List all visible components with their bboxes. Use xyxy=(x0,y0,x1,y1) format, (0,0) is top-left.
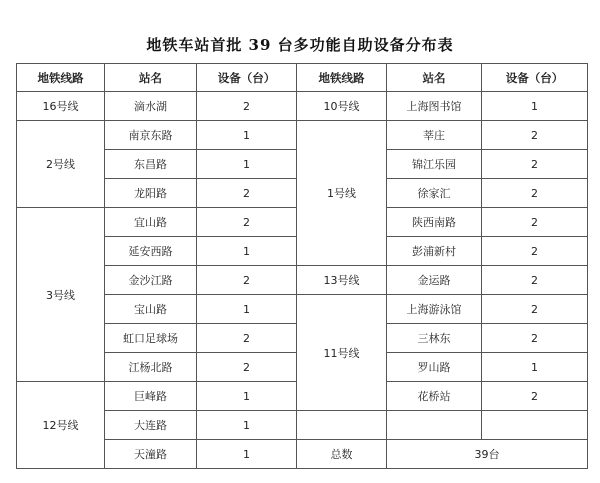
document-title: 地铁车站首批 39 台多功能自助设备分布表 xyxy=(146,36,454,54)
station-cell: 金沙江路 xyxy=(105,266,197,295)
device-count-cell: 2 xyxy=(197,92,297,121)
station-cell: 上海图书馆 xyxy=(387,92,482,121)
device-count-cell: 2 xyxy=(482,266,588,295)
device-count-cell: 2 xyxy=(482,121,588,150)
station-cell: 花桥站 xyxy=(387,382,482,411)
station-cell: 上海游泳馆 xyxy=(387,295,482,324)
device-count-cell: 2 xyxy=(482,324,588,353)
device-count-cell: 2 xyxy=(482,150,588,179)
device-count-cell: 1 xyxy=(197,411,297,440)
device-count-cell: 2 xyxy=(482,295,588,324)
station-cell: 龙阳路 xyxy=(105,179,197,208)
header-row xyxy=(17,64,588,92)
station-cell: 东昌路 xyxy=(105,150,197,179)
device-count-cell: 1 xyxy=(197,150,297,179)
device-count-cell: 2 xyxy=(197,266,297,295)
header-devices-right: 设备（台） xyxy=(482,64,588,92)
device-count-cell: 1 xyxy=(197,295,297,324)
station-cell: 大连路 xyxy=(105,411,197,440)
total-value: 39台 xyxy=(387,440,588,469)
device-count-cell: 1 xyxy=(197,121,297,150)
line-cell: 12号线 xyxy=(17,382,105,469)
device-count-cell: 2 xyxy=(197,324,297,353)
line-cell: 2号线 xyxy=(17,121,105,208)
station-cell: 天潼路 xyxy=(105,440,197,469)
device-count-cell: 2 xyxy=(197,208,297,237)
device-count-cell: 2 xyxy=(197,353,297,382)
station-cell: 宝山路 xyxy=(105,295,197,324)
device-count-cell: 2 xyxy=(482,237,588,266)
line-cell: 16号线 xyxy=(17,92,105,121)
station-cell: 罗山路 xyxy=(387,353,482,382)
line-cell: 3号线 xyxy=(17,208,105,382)
station-cell: 延安西路 xyxy=(105,237,197,266)
device-count-cell: 1 xyxy=(482,353,588,382)
device-count-cell: 1 xyxy=(197,440,297,469)
table-row xyxy=(17,121,588,150)
station-cell: 南京东路 xyxy=(105,121,197,150)
station-cell: 三林东 xyxy=(387,324,482,353)
station-cell: 滴水湖 xyxy=(105,92,197,121)
empty-cell xyxy=(482,411,588,440)
device-count-cell: 1 xyxy=(482,92,588,121)
header-devices-left: 设备（台） xyxy=(197,64,297,92)
device-count-cell: 2 xyxy=(482,382,588,411)
device-count-cell: 2 xyxy=(197,179,297,208)
line-cell: 13号线 xyxy=(297,266,387,295)
header-line-right: 地铁线路 xyxy=(297,64,387,92)
empty-cell xyxy=(297,411,387,440)
device-count-cell: 2 xyxy=(482,179,588,208)
station-cell: 徐家汇 xyxy=(387,179,482,208)
distribution-table xyxy=(16,63,588,469)
device-count-cell: 1 xyxy=(197,237,297,266)
station-cell: 莘庄 xyxy=(387,121,482,150)
station-cell: 虹口足球场 xyxy=(105,324,197,353)
total-label: 总数 xyxy=(297,440,387,469)
line-cell: 1号线 xyxy=(297,121,387,266)
station-cell: 巨峰路 xyxy=(105,382,197,411)
header-line-left: 地铁线路 xyxy=(17,64,105,92)
station-cell: 金运路 xyxy=(387,266,482,295)
line-cell: 10号线 xyxy=(297,92,387,121)
header-station-left: 站名 xyxy=(105,64,197,92)
device-count-cell: 2 xyxy=(482,208,588,237)
line-cell: 11号线 xyxy=(297,295,387,411)
station-cell: 陕西南路 xyxy=(387,208,482,237)
empty-cell xyxy=(387,411,482,440)
station-cell: 锦江乐园 xyxy=(387,150,482,179)
device-count-cell: 1 xyxy=(197,382,297,411)
station-cell: 宜山路 xyxy=(105,208,197,237)
station-cell: 江杨北路 xyxy=(105,353,197,382)
table-row xyxy=(17,92,588,121)
header-station-right: 站名 xyxy=(387,64,482,92)
station-cell: 彭浦新村 xyxy=(387,237,482,266)
